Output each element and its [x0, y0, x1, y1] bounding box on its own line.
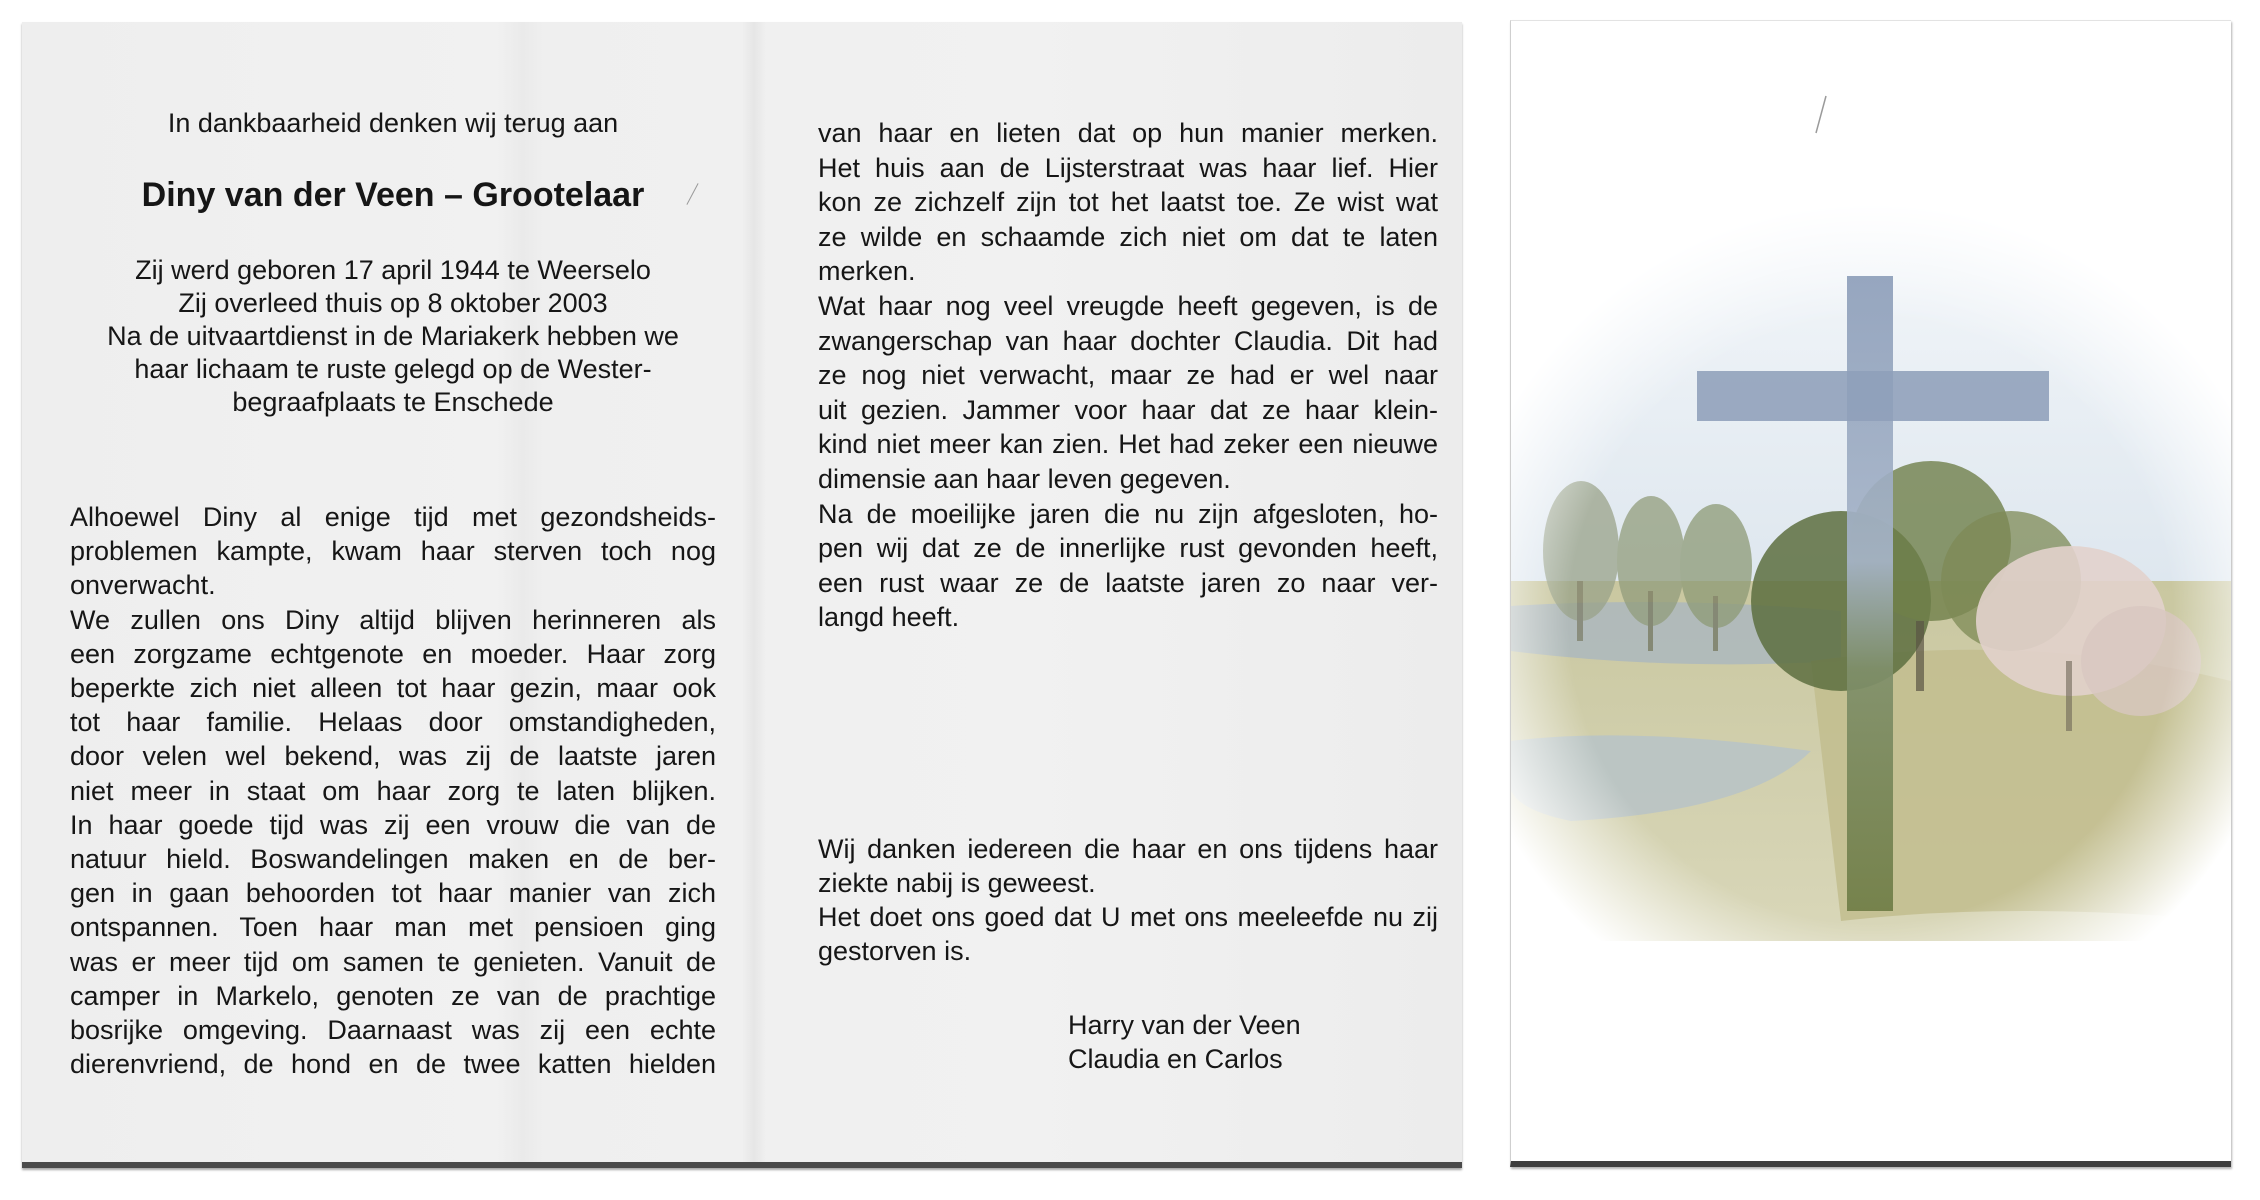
- text-line: kind niet meer kan zien. Het had zeker een nieuwe: [818, 429, 1438, 460]
- text-line: natuur hield. Boswandelingen maken en de ber-: [70, 844, 716, 875]
- text-line: was er meer tijd om samen te genieten. Vanuit de: [70, 946, 716, 977]
- text-line: langd heeft.: [818, 602, 960, 633]
- life-facts: [70, 254, 716, 419]
- text-line: niet meer in staat om haar zorg te laten blijken.: [70, 775, 716, 806]
- text-line: kon ze zichzelf zijn tot het laatst toe. Ze wist wat: [818, 187, 1438, 218]
- text-line: een rust waar ze de laatste jaren zo naar ver-: [818, 567, 1438, 598]
- fact-line: Na de uitvaartdienst in de Mariakerk hebben we: [107, 321, 679, 351]
- text-line: zwangerschap van haar dochter Claudia. Dit had: [818, 325, 1438, 356]
- text-line: merken.: [818, 256, 916, 287]
- card-cover: [1510, 20, 2231, 1167]
- text-line: een zorgzame echtgenote en moeder. Haar zorg: [70, 638, 716, 669]
- right-panel: [794, 22, 1440, 1162]
- fact-line: begraafplaats te Enschede: [232, 387, 554, 417]
- text-line: door velen wel bekend, was zij de laatste jaren: [70, 741, 716, 772]
- text-line: beperkte zich niet alleen tot haar gezin, maar ook: [70, 673, 716, 704]
- card-fold: [742, 22, 766, 1162]
- text-line: gestorven is.: [818, 936, 972, 966]
- text-line: ze wilde en schaamde zich niet om dat te laten: [818, 221, 1438, 252]
- text-line: gen in gaan behoorden tot haar manier van zich: [70, 878, 716, 909]
- text-line: ze nog niet verwacht, maar ze had er wel naar: [818, 360, 1438, 391]
- text-line: ziekte nabij is geweest.: [818, 868, 1096, 898]
- text-line: van haar en lieten dat op hun manier merken.: [818, 118, 1438, 148]
- signature-line: Harry van der Veen: [1068, 1010, 1301, 1040]
- text-line: camper in Markelo, genoten ze van de prachtige: [70, 980, 716, 1011]
- intro-text: In dankbaarheid denken wij terug aan: [167, 108, 619, 138]
- text-line: ontspannen. Toen haar man met pensioen ging: [70, 912, 716, 943]
- card-inner-spread: [22, 22, 1462, 1168]
- text-line: tot haar familie. Helaas door omstandigheden,: [70, 707, 716, 738]
- text-line: Het doet ons goed dat U met ons meeleefde nu zij: [818, 902, 1438, 932]
- text-line: bosrijke omgeving. Daarnaast was zij een echte: [70, 1015, 716, 1046]
- fact-line: haar lichaam te ruste gelegd op de Wester-: [134, 354, 652, 384]
- fact-line: Zij werd geboren 17 april 1944 te Weerselo: [135, 255, 651, 285]
- text-line: uit gezien. Jammer voor haar dat ze haar klein-: [818, 394, 1438, 425]
- text-line: problemen kampte, kwam haar sterven toch nog: [70, 536, 716, 567]
- fact-line: Zij overleed thuis op 8 oktober 2003: [178, 288, 608, 318]
- text-line: dierenvriend, de hond en de twee katten hielden: [70, 1049, 716, 1080]
- text-line: We zullen ons Diny altijd blijven herinneren als: [70, 604, 716, 635]
- text-line: Wij danken iedereen die haar en ons tijdens haar: [818, 834, 1438, 864]
- cross-landscape-image: [1511, 21, 2231, 1161]
- deceased-name: Diny van der Veen – Grootelaar: [141, 176, 645, 214]
- signature-line: Claudia en Carlos: [1068, 1044, 1283, 1074]
- text-line: dimensie aan haar leven gegeven.: [818, 463, 1231, 494]
- thanks-text: [818, 832, 1438, 968]
- text-line: pen wij dat ze de innerlijke rust gevonden heeft,: [818, 533, 1438, 564]
- left-panel: [70, 22, 716, 1162]
- text-line: Alhoewel Diny al enige tijd met gezondsheids-: [70, 502, 716, 532]
- text-line: onverwacht.: [70, 570, 216, 601]
- text-line: Het huis aan de Lijsterstraat was haar lief. Hier: [818, 152, 1438, 183]
- text-line: Na de moeilijke jaren die nu zijn afgesloten, ho-: [818, 498, 1438, 529]
- text-line: In haar goede tijd was zij een vrouw die van de: [70, 809, 716, 840]
- biography-text: [70, 500, 716, 1081]
- signature-block: [1068, 1008, 1301, 1076]
- biography-continued: [818, 116, 1438, 635]
- text-line: Wat haar nog veel vreugde heeft gegeven, is de: [818, 290, 1438, 321]
